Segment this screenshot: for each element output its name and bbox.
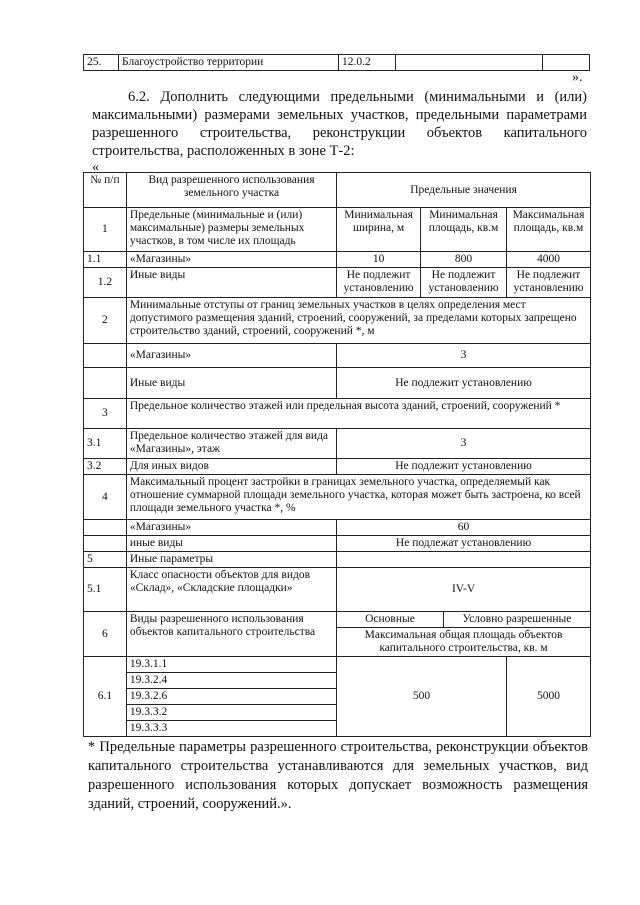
code-item: 19.3.1.1 [127,657,336,673]
code-item: 19.3.3.3 [129,722,168,734]
row-use-name: Благоустройство территории [119,55,339,71]
open-quote: « [92,160,99,175]
code-item: 19.3.2.6 [127,689,336,705]
limits-table: № п/п Вид разрешенного использования земельного участка Предельные значения 1 Предельные (минимальные и (или) максимальные) размеры земельных участков, в том числе их площадь Минимальная ширина, м Минимальная площадь, кв.м Максимальная площадь, кв.м 1.1 «Магазины» 10 800 4000 1.2 Иные виды Не подлежит установлению Не подлежит установлению Не подлежит установлению 2 Минимальные отступы от границ земельных участков в целях определения мест допустимого размещения зданий, строений, сооружений, за пределами которых запрещено строительство зданий, строений, сооружений *, м «Магазины» 3 Иные виды Не подлежит установлению 3 Предельное количество этажей или предельная высота зданий, строений, сооружений * 3.1 Предельное количество этажей для вида «Магазины», этаж 3 3.2 Для иных видов Не подлежит установлению 4 Максимальный процент застройки в границах земельного участка, определяемый как отношение суммарной площади земельного участка, которая может быть застроена, ко всей площади земельного участка *, % «Магазины» 60 иные виды Не подлежат установлению 5 Иные параметры 5.1 Класс опасности объектов для видов «Склад», «Складские площадки» IV-V 6 Виды разрешенного использования объектов капитального строительства Основные Условно разрешенные Максимальная общая площадь объектов капитального строительства, кв. м 6.1 19.3.1.1 19.3.2.4 19.3.2.6 19.3.3.2 19.3.3.3 500 5000 [83,172,591,737]
previous-table-fragment [83,54,590,71]
header-limits: Предельные значения [337,173,591,208]
header-num: № п/п [84,173,127,208]
footnote: * Предельные параметры разрешенного строительства, реконструкции объектов капитального строительства устанавливаются для земельных участков, вид разрешенного использования которых допускает возможность размещения зданий, строений, сооружений.». [88,739,588,812]
row-code: 12.0.2 [339,55,396,71]
row-2-text: Минимальные отступы от границ земельных участков в целях определения мест допустимого размещения зданий, строений, сооружений, за пределами которых запрещено строительство зданий, строений, сооружений *, м [126,298,590,344]
code-item: 19.3.3.2 [127,705,336,721]
row-number: 25. [84,55,119,71]
row-1-text: Предельные (минимальные и (или) максимальные) размеры земельных участков, в том числе их площадь [126,208,336,252]
header-use: Вид разрешенного использования земельного участка [126,173,336,208]
intro-paragraph: 6.2. Дополнить следующими предельными (минимальными и (или) максимальными) размерами земельных участков, предельными параметрами разрешенного строительства, реконструкции объектов капитального строительства, расположенных в зоне Т-2: [92,89,587,159]
row-4-text: Максимальный процент застройки в границах земельного участка, определяемый как отношение суммарной площади земельного участка, которая может быть застроена, ко всей площади земельного участка *, % [126,475,590,520]
closing-quote: ». [572,70,583,85]
code-item: 19.3.2.4 [127,673,336,689]
row-3-text: Предельное количество этажей или предельная высота зданий, строений, сооружений * [126,399,590,429]
